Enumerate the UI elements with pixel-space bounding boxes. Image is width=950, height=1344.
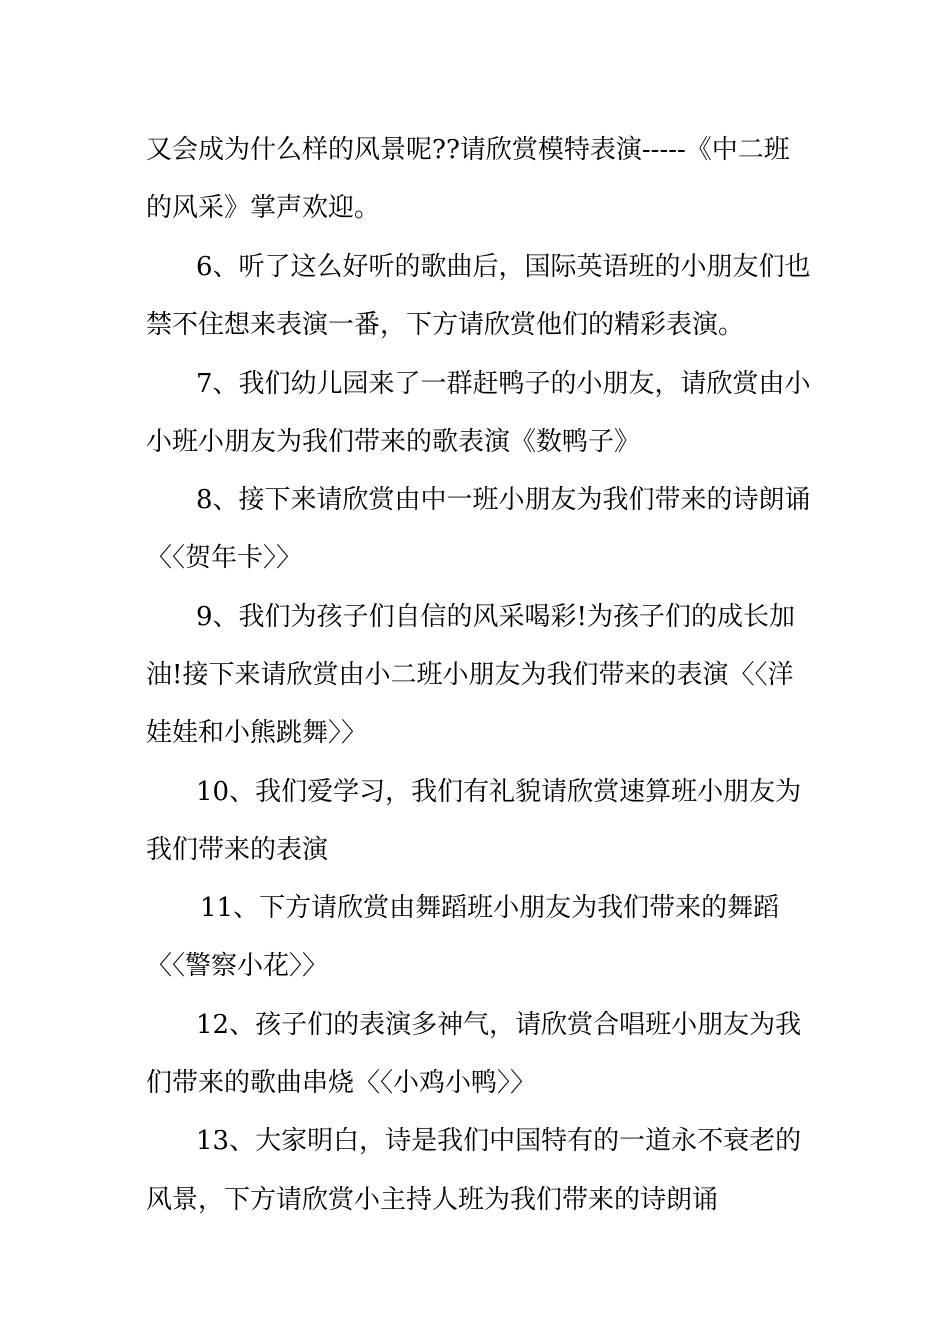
- item-12-line: 12、孩子们的表演多神气，请欣赏合唱班小朋友为我: [196, 1010, 802, 1040]
- text-line: 〈〈贺年卡〉〉: [146, 543, 303, 573]
- text-line: 我们带来的表演: [146, 835, 329, 865]
- item-9-line: 9、我们为孩子们自信的风采喝彩!为孩子们的成长加: [196, 602, 795, 632]
- text-line: 们带来的歌曲串烧〈〈小鸡小鸭〉〉: [146, 1068, 537, 1098]
- item-10-line: 10、我们爱学习，我们有礼貌请欣赏速算班小朋友为: [196, 777, 802, 807]
- text-line: 油!接下来请欣赏由小二班小朋友为我们带来的表演〈〈洋: [146, 660, 794, 690]
- text-line: 风景，下方请欣赏小主持人班为我们带来的诗朗诵: [146, 1185, 719, 1215]
- text-line: 〈〈警察小花〉〉: [146, 951, 329, 981]
- text-line: 禁不住想来表演一番，下方请欣赏他们的精彩表演。: [146, 310, 745, 340]
- item-13-line: 13、大家明白，诗是我们中国特有的一道永不衰老的: [196, 1126, 802, 1156]
- item-7-line: 7、我们幼儿园来了一群赶鸭子的小朋友，请欣赏由小: [196, 369, 811, 399]
- text-line: 的风采》掌声欢迎。: [146, 193, 381, 223]
- item-8-line: 8、接下来请欣赏由中一班小朋友为我们带来的诗朗诵: [196, 485, 811, 515]
- text-line: 小班小朋友为我们带来的歌表演《数鸭子》: [146, 427, 641, 457]
- text-line: 又会成为什么样的风景呢??请欣赏模特表演-----《中二班: [146, 135, 790, 165]
- item-11-line: 11、下方请欣赏由舞蹈班小朋友为我们带来的舞蹈: [200, 893, 780, 923]
- text-line: 娃娃和小熊跳舞〉〉: [146, 718, 368, 748]
- item-6-line: 6、听了这么好听的歌曲后，国际英语班的小朋友们也: [196, 252, 811, 282]
